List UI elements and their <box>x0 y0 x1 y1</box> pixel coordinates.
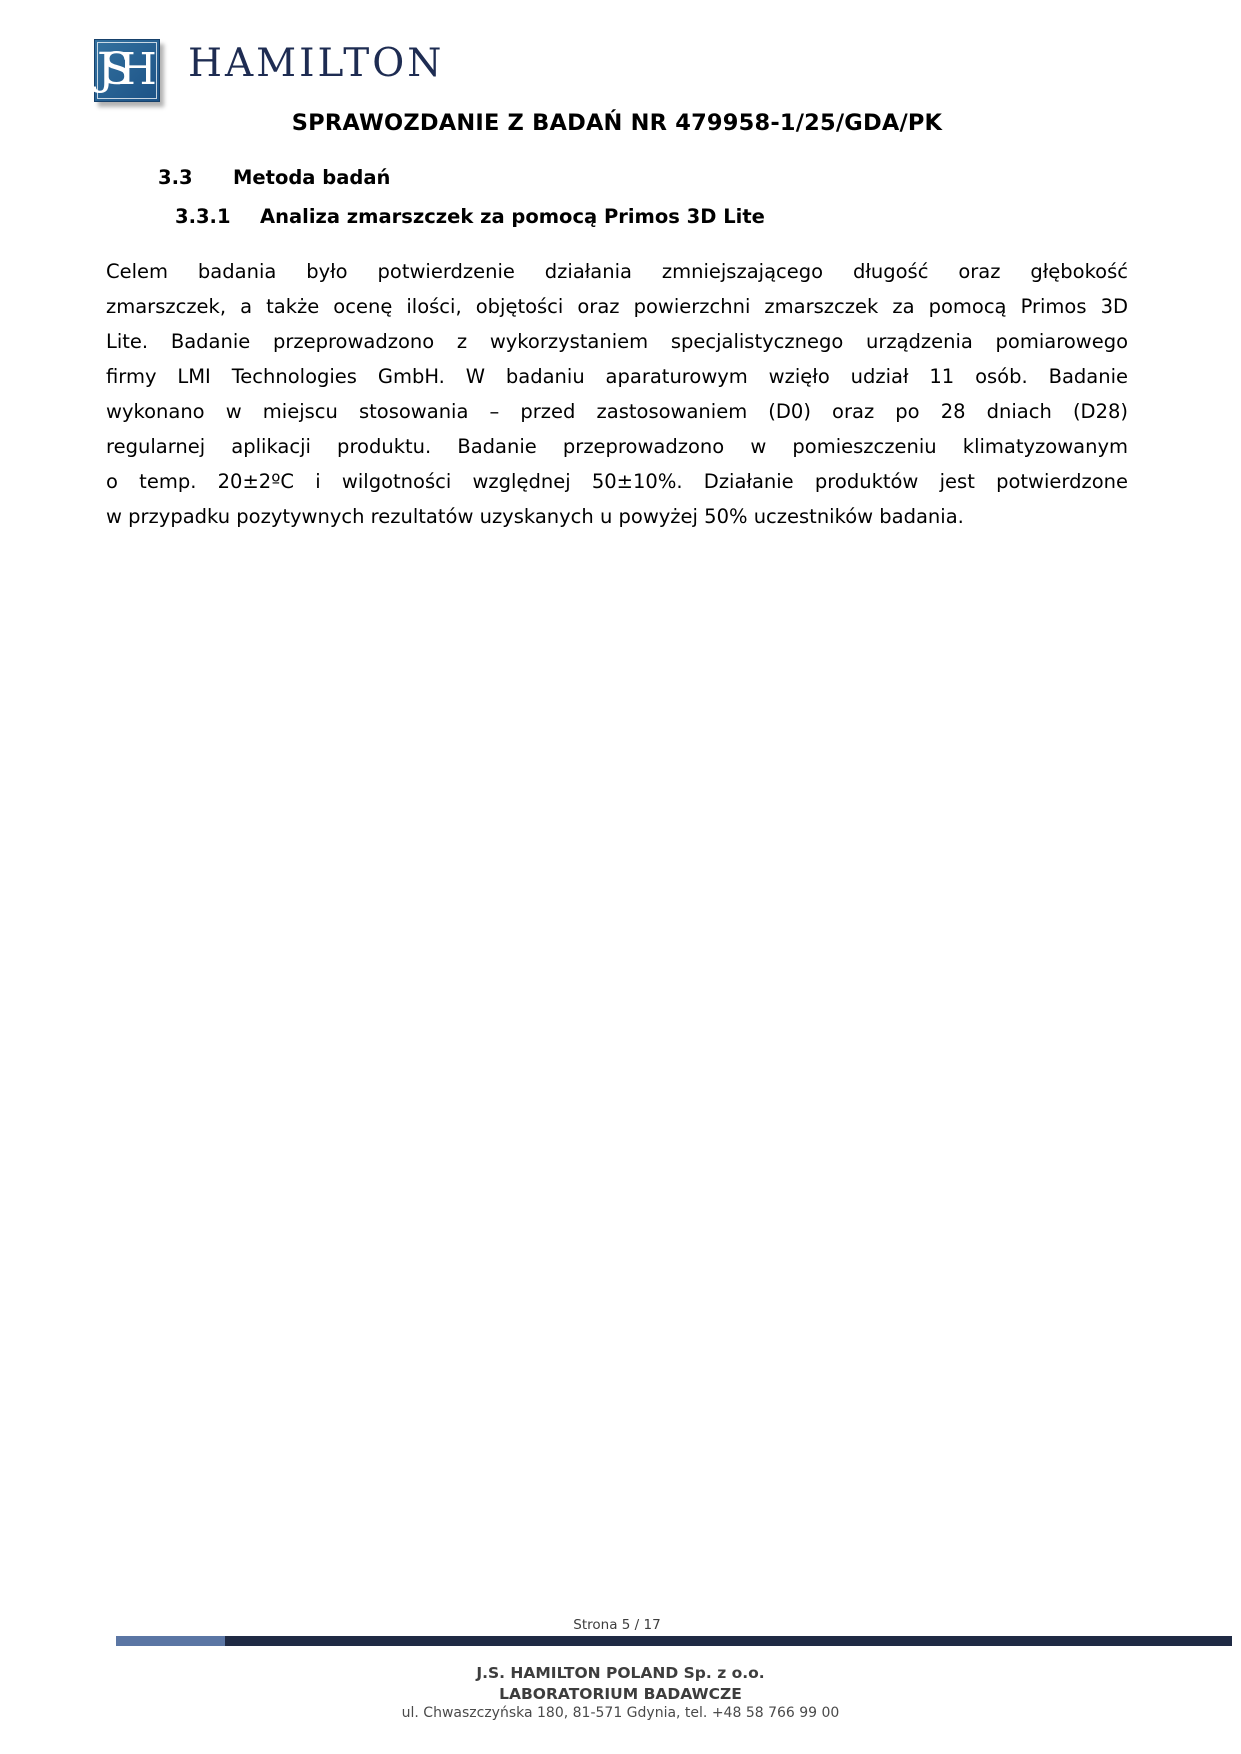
footer-divider <box>116 1636 1232 1646</box>
footer <box>0 1663 1241 1723</box>
paragraph-line: w przypadku pozytywnych rezultatów uzyskanych u powyżej 50% uczestników badania. <box>106 505 964 528</box>
footer-address: ul. Chwaszczyńska 180, 81-571 Gdynia, tel. +48 58 766 99 00 <box>401 1705 840 1721</box>
company-logo-icon <box>94 39 160 102</box>
body-paragraph <box>106 254 1128 534</box>
section-number: 3.3.1 <box>175 205 231 228</box>
paragraph-line: o temp. 20±2ºC i wilgotności względnej 50±10%. Działanie produktów jest potwierdzone <box>106 470 1128 493</box>
section-heading-3-3 <box>158 166 390 190</box>
paragraph-line: regularnej aplikacji produktu. Badanie przeprowadzono w pomieszczeniu klimatyzowanym <box>106 435 1128 458</box>
paragraph-line: zmarszczek, a także ocenę ilości, objętości oraz powierzchni zmarszczek za pomocą Primos 3D <box>106 295 1128 318</box>
report-title: SPRAWOZDANIE Z BADAŃ NR 479958-1/25/GDA/PK <box>291 110 943 136</box>
footer-company-name: J.S. HAMILTON POLAND Sp. z o.o. <box>476 1664 765 1682</box>
paragraph-line: wykonano w miejscu stosowania – przed zastosowaniem (D0) oraz po 28 dniach (D28) <box>106 400 1128 423</box>
footer-divider-accent <box>116 1636 225 1646</box>
section-number: 3.3 <box>158 166 193 189</box>
page-number: Strona 5 / 17 <box>573 1617 661 1633</box>
footer-lab-name: LABORATORIUM BADAWCZE <box>499 1685 742 1703</box>
logo-brand-text: HAMILTON <box>188 41 445 86</box>
paragraph-line: Lite. Badanie przeprowadzono z wykorzystaniem specjalistycznego urządzenia pomiarowego <box>106 330 1128 353</box>
logo-monogram: JSH <box>97 43 144 95</box>
section-heading-3-3-1 <box>175 205 765 229</box>
section-title: Analiza zmarszczek za pomocą Primos 3D Lite <box>260 205 765 228</box>
paragraph-line: Celem badania było potwierdzenie działania zmniejszającego długość oraz głębokość <box>106 260 1128 283</box>
footer-divider-main <box>225 1636 1232 1646</box>
section-title: Metoda badań <box>233 166 391 189</box>
paragraph-line: firmy LMI Technologies GmbH. W badaniu aparaturowym wzięło udział 11 osób. Badanie <box>106 365 1128 388</box>
